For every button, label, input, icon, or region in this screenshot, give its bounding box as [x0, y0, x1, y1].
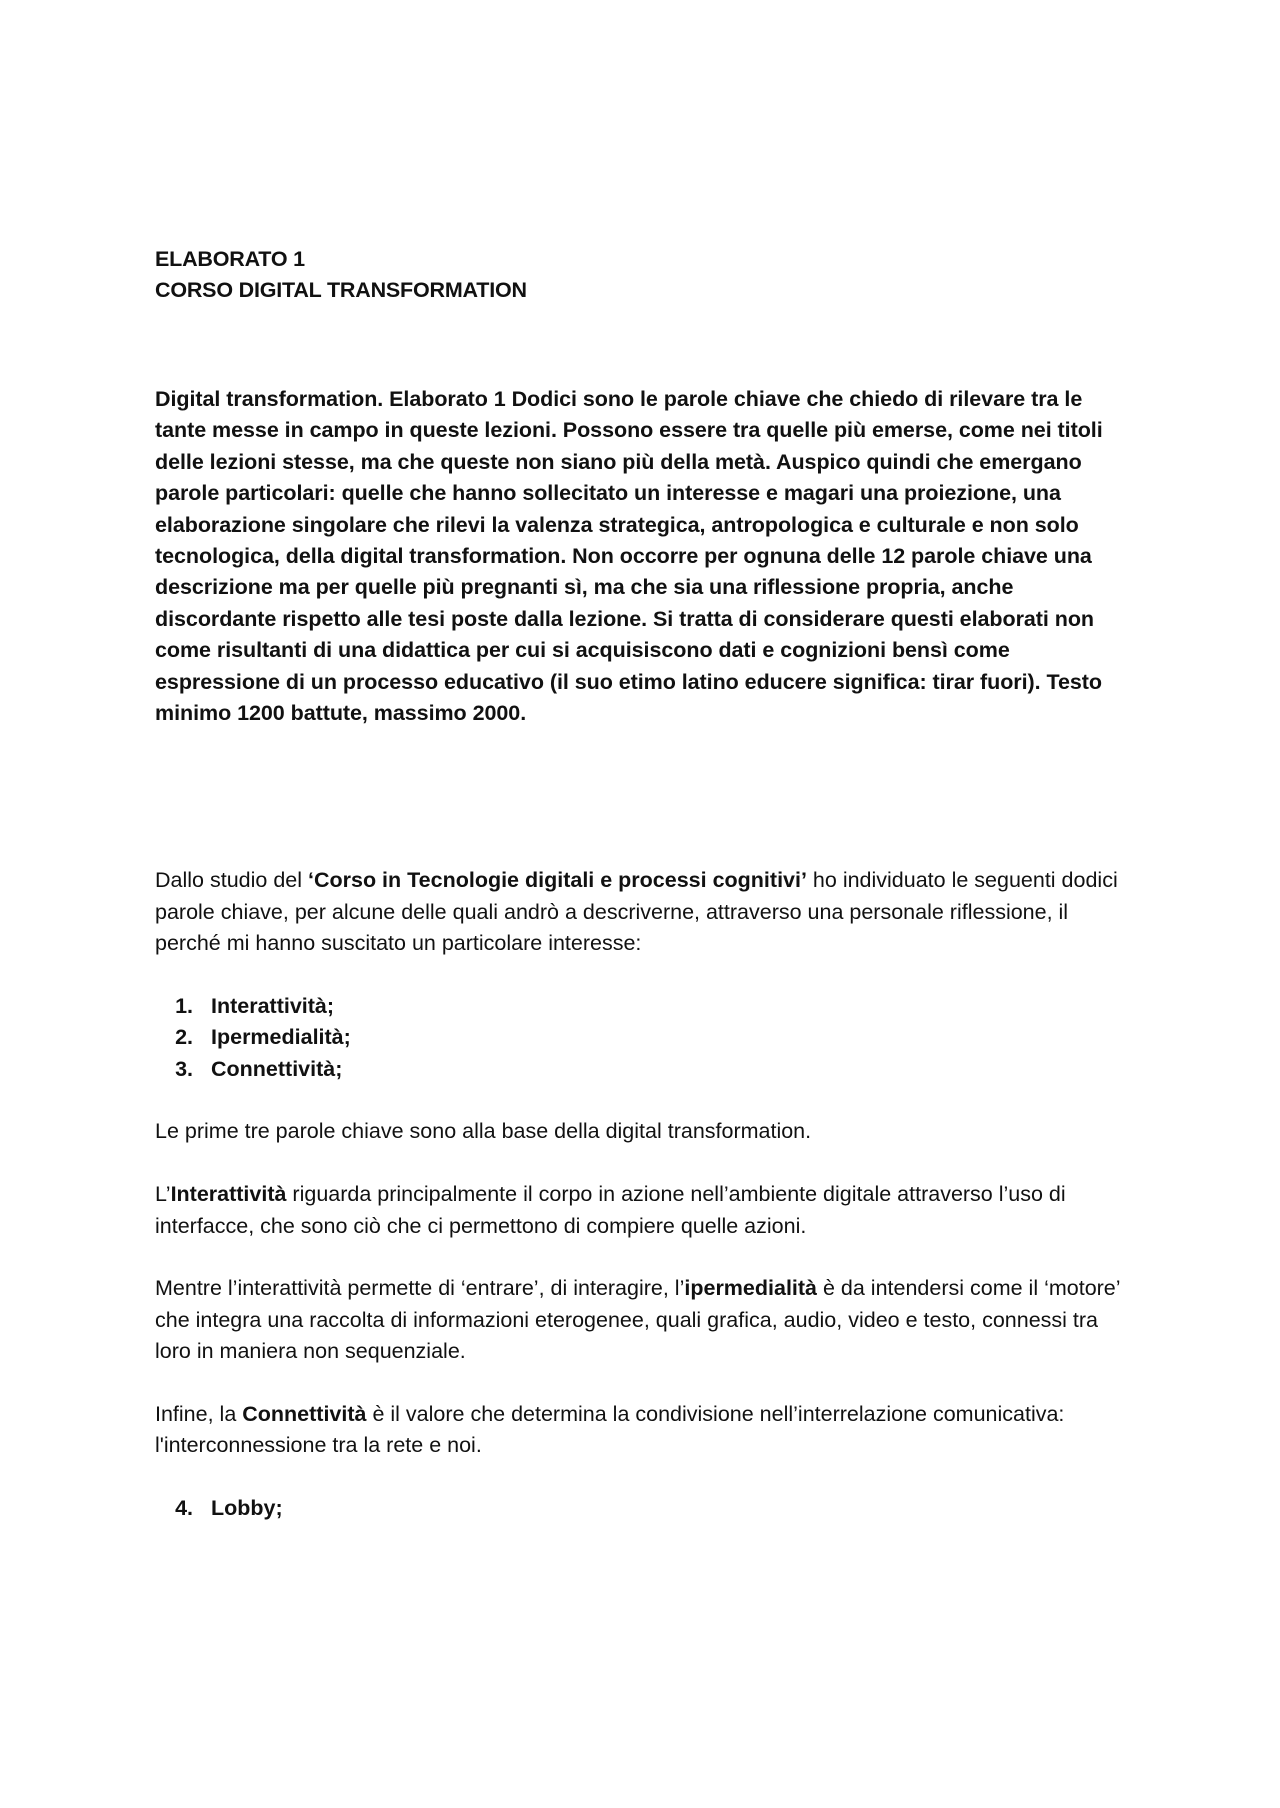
list-item: [155, 1054, 1135, 1085]
course-name: ‘Corso in Tecnologie digitali e processi cognitivi’: [307, 868, 807, 893]
assignment-paragraph: Digital transformation. Elaborato 1 Dodici sono le parole chiave che chiedo di rilevare tra le tante messe in campo in queste lezioni. Possono essere tra quelle più emerse, come nei titoli delle lezioni stesse, ma che queste non siano più della metà. Auspico quindi che emergano parole particolari: quelle che hanno sollecitato un interesse e magari una proiezione, una elaborazione singolare che rilevi la valenza strategica, antropologica e culturale e non solo tecnologica, della digital transformation. Non occorre per ognuna delle 12 parole chiave una descrizione ma per quelle più pregnanti sì, ma che sia una riflessione propria, anche discordante rispetto alle tesi poste dalla lezione. Si tratta di considerare questi elaborati non come risultanti di una didattica per cui si acquisiscono dati e cognizioni bensì come espressione di un processo educativo (il suo etimo latino educere significa: tirar fuori). Testo minimo 1200 battute, massimo 2000.: [155, 387, 1103, 726]
p2-before: L’: [155, 1182, 171, 1207]
paragraph-ipermedialita: [155, 1273, 1135, 1367]
paragraph-interattivita: [155, 1179, 1135, 1242]
paragraph-connettivita: [155, 1399, 1135, 1462]
keyword-list-continued: [155, 1493, 1135, 1524]
list-item: [155, 1493, 1135, 1524]
list-item-label: Connettività;: [211, 1056, 343, 1081]
list-item-number: 4.: [175, 1496, 193, 1521]
intro-after: ho individuato le seguenti dodici parole chiave, per alcune delle quali andrò a descriverne, attraverso una personale riflessione, il perché mi hanno suscitato un particolare interesse:: [155, 868, 1118, 956]
p3-keyword: ipermedialità: [684, 1276, 818, 1301]
document-page: [155, 244, 1135, 1525]
p3-before: Mentre l’interattività permette di ‘entrare’, di interagire, l’: [155, 1276, 685, 1301]
list-item-label: Interattività;: [211, 993, 335, 1018]
p4-before: Infine, la: [155, 1401, 243, 1426]
list-item-label: Ipermedialità;: [211, 1025, 351, 1050]
title-line-1: ELABORATO 1: [155, 247, 305, 271]
p2-after: riguarda principalmente il corpo in azione nell’ambiente digitale attraverso l’uso di interfacce, che sono ciò che ci permettono di compiere quelle azioni.: [155, 1182, 1066, 1238]
p4-after: è il valore che determina la condivisione nell’interrelazione comunicativa: l'interconnessione tra la rete e noi.: [155, 1401, 1065, 1458]
paragraph-base: Le prime tre parole chiave sono alla base della digital transformation.: [155, 1119, 812, 1144]
list-item: [155, 991, 1135, 1022]
list-item-label: Lobby;: [211, 1496, 283, 1521]
document-title: [155, 244, 1135, 306]
p3-after: è da intendersi come il ‘motore’ che integra una raccolta di informazioni eterogenee, quali grafica, audio, video e testo, connessi tra loro in maniera non sequenziale.: [155, 1276, 1120, 1364]
intro-before: Dallo studio del: [155, 868, 308, 893]
title-line-2: CORSO DIGITAL TRANSFORMATION: [155, 278, 527, 302]
list-item-number: 1.: [175, 993, 193, 1018]
p2-keyword: Interattività: [170, 1182, 287, 1207]
list-item: [155, 1022, 1135, 1053]
list-item-number: 2.: [175, 1025, 193, 1050]
p4-keyword: Connettività: [242, 1401, 367, 1426]
keyword-list: [155, 991, 1135, 1085]
list-item-number: 3.: [175, 1056, 193, 1081]
intro-paragraph: [155, 865, 1135, 959]
